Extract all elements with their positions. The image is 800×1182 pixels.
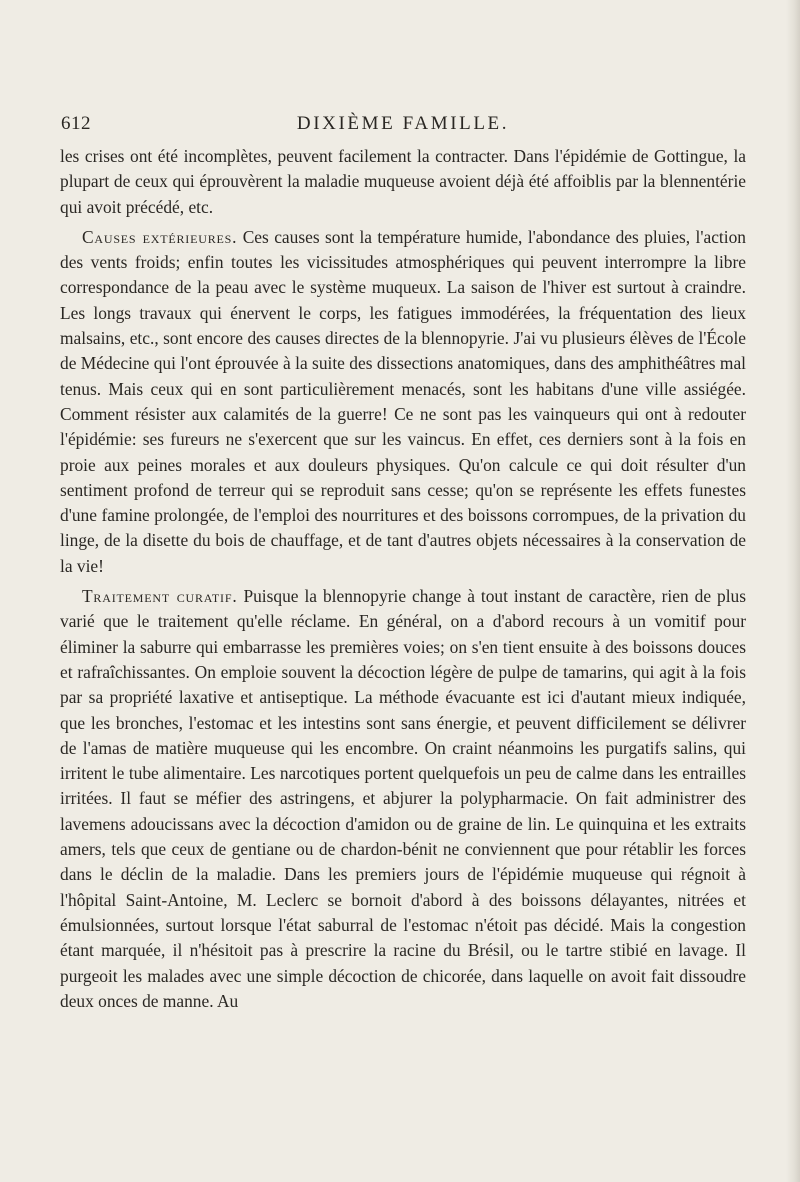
- page-number: 612: [61, 113, 91, 134]
- section-heading: Causes extérieures.: [82, 226, 238, 247]
- paragraph-traitement-curatif: [60, 584, 746, 1014]
- running-title: DIXIÈME FAMILLE.: [296, 113, 510, 134]
- paragraph-text: Puisque la blennopyrie change à tout instant de caractère, rien de plus varié que le traitement qu'elle réclame. En général, on a d'abord recours à un vomitif pour éliminer la saburre qui embarrasse les premières voies; on s'en tient ensuite à des boissons douces et rafraîchissantes. On emploie souvent la décoction légère de pulpe de tamarins, qui agit à la fois par sa propriété laxative et antiseptique. La méthode évacuante est ici d'autant mieux indiquée, que les bronches, l'estomac et les intestins sont sans énergie, et peuvent difficilement se délivrer de l'amas de matière muqueuse qui les encombre. On craint néanmoins les purgatifs salins, qui irritent le tube alimentaire. Les narcotiques portent quelquefois un peu de calme dans les entrailles irritées. Il faut se méfier des astringens, et abjurer la polypharmacie. On fait administrer des lavemens adoucissans avec la décoction d'amidon ou de graine de lin. Le quinquina et les extraits amers, tels que ceux de gentiane ou de chardon-bénit ne conviennent que pour rétablir les forces dans le déclin de la maladie. Dans les premiers jours de l'épidémie muqueuse qui régnoit à l'hôpital Saint-Antoine, M. Leclerc se bornoit d'abord à des boissons délayantes, nitrées et émulsionnées, surtout lorsque l'état saburral de l'estomac n'étoit pas décidé. Mais la congestion étant marquée, il n'hésitoit pas à prescrire la racine du Brésil, ou le tartre stibié en lavage. Il purgeoit les malades avec une simple décoction de chicorée, dans laquelle on avoit fait dissoudre deux onces de manne. Au: [60, 586, 746, 1011]
- page-header: [61, 113, 745, 139]
- paragraph-continuation: [60, 144, 746, 220]
- paragraph-text: les crises ont été incomplètes, peuvent facilement la contracter. Dans l'épidémie de Gottingue, la plupart de ceux qui éprouvèrent la maladie muqueuse avoient déjà été affoiblis par la blennentérie qui avoit précédé, etc.: [60, 146, 746, 217]
- page-edge-shadow: [786, 0, 800, 1182]
- paragraph-text: Ces causes sont la température humide, l'abondance des pluies, l'action des vents froids; enfin toutes les vicissitudes atmosphériques qui peuvent interrompre la libre correspondance de la peau avec le système muqueux. La saison de l'hiver est surtout à craindre. Les longs travaux qui énervent le corps, les fatigues immodérées, la fréquentation des lieux malsains, etc., sont encore des causes directes de la blennopyrie. J'ai vu plusieurs élèves de l'École de Médecine qui l'ont éprouvée à la suite des dissections anatomiques, dans des amphithéâtres mal tenus. Mais ceux qui en sont particulièrement menacés, sont les habitans d'une ville assiégée. Comment résister aux calamités de la guerre! Ce ne sont pas les vainqueurs qui ont à redouter l'épidémie: ses fureurs ne s'exercent que sur les vaincus. En effet, ces derniers sont à la fois en proie aux peines morales et aux douleurs physiques. Qu'on calcule ce qui doit résulter d'un sentiment profond de terreur qui se reproduit sans cesse; qu'on se représente les effets funestes d'une famine prolongée, de l'emploi des nourritures et des boissons corrompues, de la privation du linge, de la disette du bois de chauffage, et de tant d'autres objets nécessaires à la conservation de la vie!: [60, 226, 746, 576]
- body-text: [60, 144, 746, 1019]
- paragraph-causes-exterieures: [60, 225, 746, 579]
- section-heading: Traitement curatif.: [82, 586, 238, 607]
